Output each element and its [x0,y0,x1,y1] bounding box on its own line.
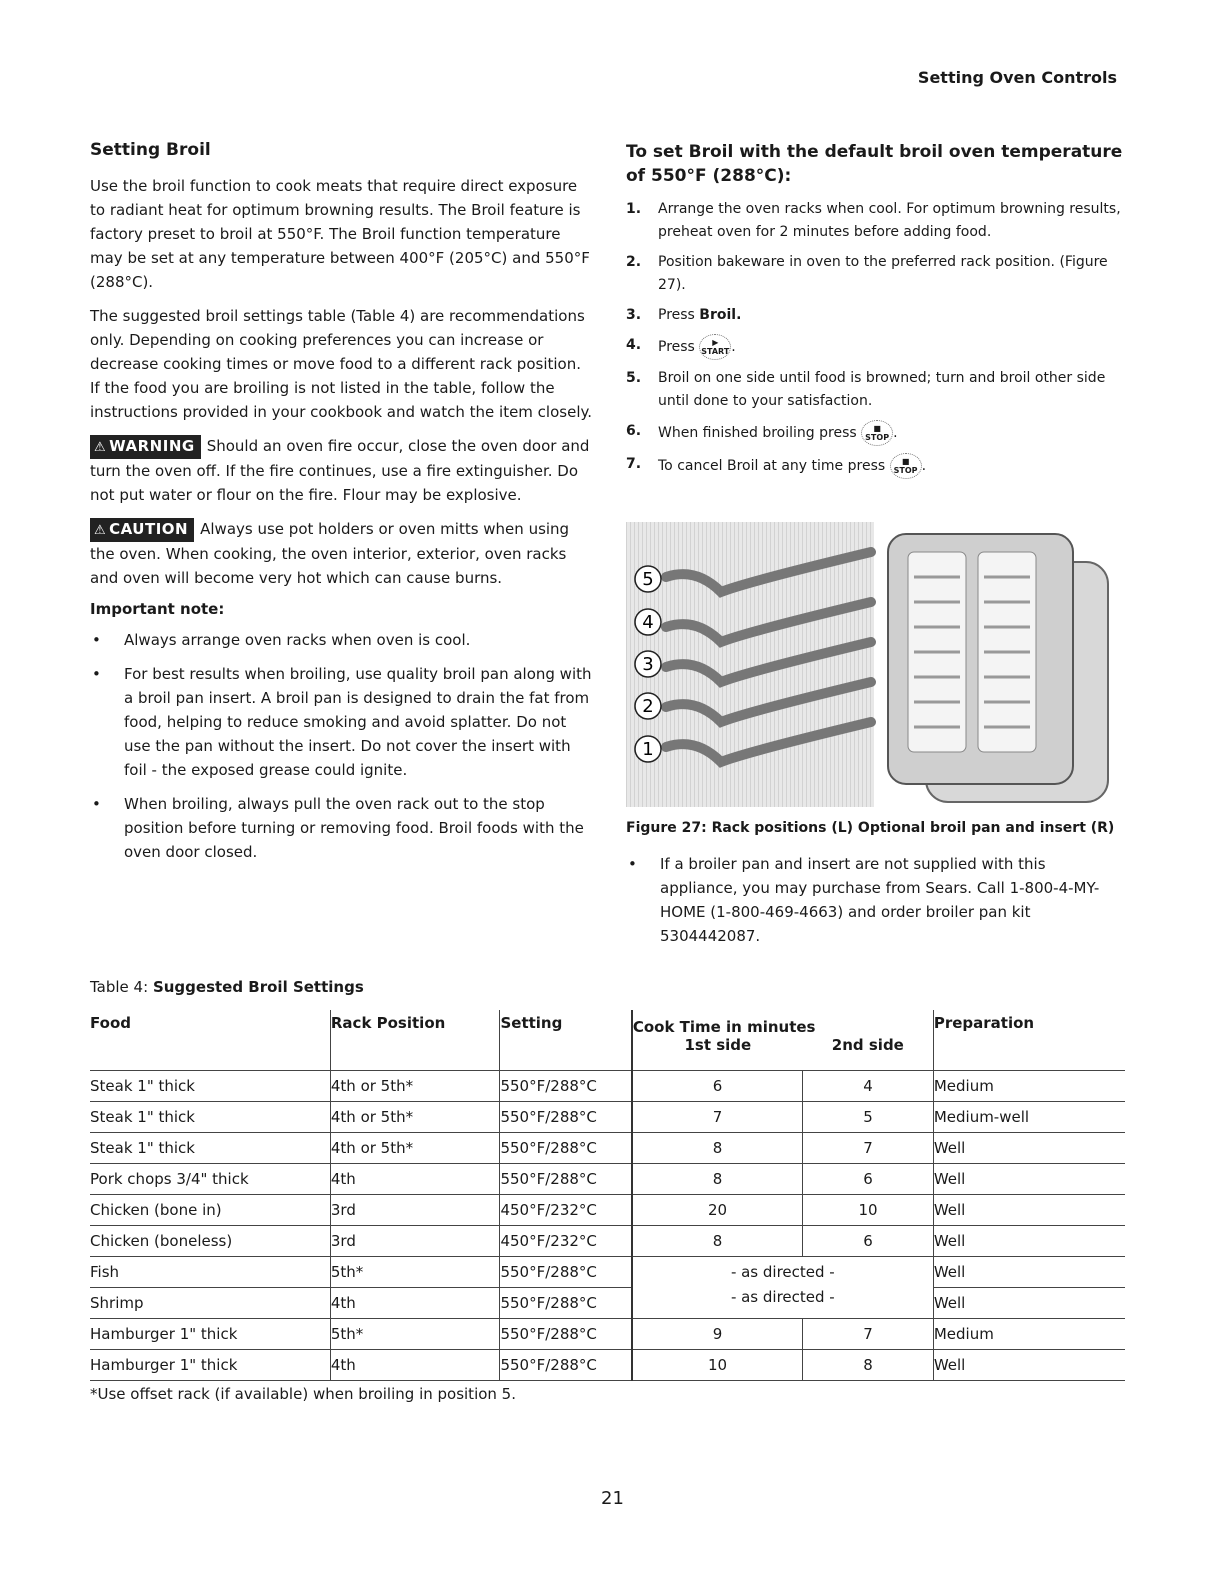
table-header-row [90,1010,1125,1071]
list-item: • If a broiler pan and insert are not supplied with this appliance, you may purchase from Sears. Call 1-800-4-MY-HOME (1-800-469-4663) and order broiler pan kit 5304442087. [626,852,1121,948]
table-row: Steak 1" thick 4th or 5th* 550°F/288°C 6 4 Medium [90,1071,1125,1102]
rack-figure-illustration [626,522,1116,812]
step-item: 5. Broil on one side until food is browned; turn and broil other side until done to your satisfaction. [626,370,1106,409]
section-header: Setting Oven Controls [917,68,1117,87]
table-footnote: *Use offset rack (if available) when broiling in position 5. [90,1385,516,1403]
caution-badge [90,518,194,542]
rack-positions-figure [626,522,1116,812]
warning-text: Should an oven fire occur, close the oven door and turn the oven off. If the fire continues, use a fire extinguisher. Do not put water or flour on the fire. Flour may be explosive. [90,437,590,504]
header-setting: Setting [500,1010,632,1071]
intro-paragraph: Use the broil function to cook meats that require direct exposure to radiant heat for optimum browning results. The Broil feature is factory preset to broil at 550°F. The Broil function temperature may be set at any temperature between 400°F (205°C) and 550°F (288°C). [90,177,590,291]
rack-3-label: 3 [642,654,654,675]
right-column [626,140,1131,486]
table-row: Hamburger 1" thick 4th 550°F/288°C 10 8 Well [90,1350,1125,1381]
page-number: 21 [601,1488,624,1509]
header-rack-position: Rack Position [330,1010,500,1071]
rack-5-label: 5 [642,569,654,590]
table-row: Chicken (boneless) 3rd 450°F/232°C 8 6 Well [90,1226,1125,1257]
list-item: • Always arrange oven racks when oven is cool. [90,628,595,652]
stop-key-icon: ■ STOP [890,453,922,479]
bullet-icon: • [92,795,101,813]
step-item: 6. When finished broiling press ■ STOP . [626,420,1131,446]
important-note-title: Important note: [90,600,225,618]
caution-label: CAUTION [109,520,189,538]
left-column [90,140,595,874]
procedure-steps [626,198,1131,479]
rack-2-label: 2 [642,696,654,717]
warning-label: WARNING [109,437,195,455]
header-cook-time: Cook Time in minutes 1st side 2nd side [632,1010,934,1071]
table-row: Steak 1" thick 4th or 5th* 550°F/288°C 7 5 Medium-well [90,1102,1125,1133]
table-title: Table 4: Suggested Broil Settings [90,978,364,996]
section-title: Setting Broil [90,140,211,160]
cook-time-subheaders: 1st side 2nd side [684,1036,904,1054]
step-item: 7. To cancel Broil at any time press ■ STOP . [626,453,1131,479]
warning-badge [90,435,201,459]
procedure-title: To set Broil with the default broil oven temperature of 550°F (288°C): [626,142,1123,186]
settings-paragraph: The suggested broil settings table (Table 4) are recommendations only. Depending on cooking preferences you can increase or decrease cooking times or move food to a different rack position. If the food you are broiling is not listed in the table, follow the instructions provided in your cookbook and watch the item closely. [90,307,592,421]
table-row: Steak 1" thick 4th or 5th* 550°F/288°C 8 7 Well [90,1133,1125,1164]
figure-caption: Figure 27: Rack positions (L) Optional broil pan and insert (R) [626,820,1115,836]
step-item: 4. Press ▶ START . [626,334,1131,360]
list-item: • When broiling, always pull the oven rack out to the stop position before turning or removing food. Broil foods with the oven door closed. [90,792,595,864]
figure-note [626,852,1121,958]
rack-4-label: 4 [642,612,654,633]
caution-triangle-icon: ⚠ [94,523,107,538]
rack-1-label: 1 [642,739,654,760]
important-note-list [90,628,595,864]
table-row: Hamburger 1" thick 5th* 550°F/288°C 9 7 Medium [90,1319,1125,1350]
broil-settings-table [90,1010,1125,1381]
table-row: Fish 5th* 550°F/288°C - as directed - Well [90,1257,1125,1288]
table-row: Shrimp 4th 550°F/288°C - as directed - Well [90,1288,1125,1319]
header-preparation: Preparation [933,1010,1125,1071]
caution-notice [90,517,595,590]
bullet-icon: • [92,665,101,683]
warning-triangle-icon: ⚠ [94,440,107,455]
warning-notice [90,434,595,507]
header-food: Food [90,1010,330,1071]
caution-text: Always use pot holders or oven mitts when using the oven. When cooking, the oven interior, exterior, oven racks and oven will become very hot which can cause burns. [90,520,570,587]
start-key-icon: ▶ START [699,334,731,360]
list-item: • For best results when broiling, use quality broil pan along with a broil pan insert. A broil pan is designed to drain the fat from food, helping to reduce smoking and avoid splatter. Do not use the pan without the insert. Do not cover the insert with foil - the exposed grease could ignite. [90,662,595,782]
bullet-icon: • [628,855,637,873]
step-item: 3. Press Broil. [626,307,742,323]
step-item: 2. Position bakeware in oven to the preferred rack position. (Figure 27). [626,254,1108,293]
bullet-icon: • [92,631,101,649]
stop-key-icon: ■ STOP [861,420,893,446]
step-item: 1. Arrange the oven racks when cool. For optimum browning results, preheat oven for 2 minutes before adding food. [626,201,1121,240]
table-row: Chicken (bone in) 3rd 450°F/232°C 20 10 Well [90,1195,1125,1226]
table-row: Pork chops 3/4" thick 4th 550°F/288°C 8 6 Well [90,1164,1125,1195]
